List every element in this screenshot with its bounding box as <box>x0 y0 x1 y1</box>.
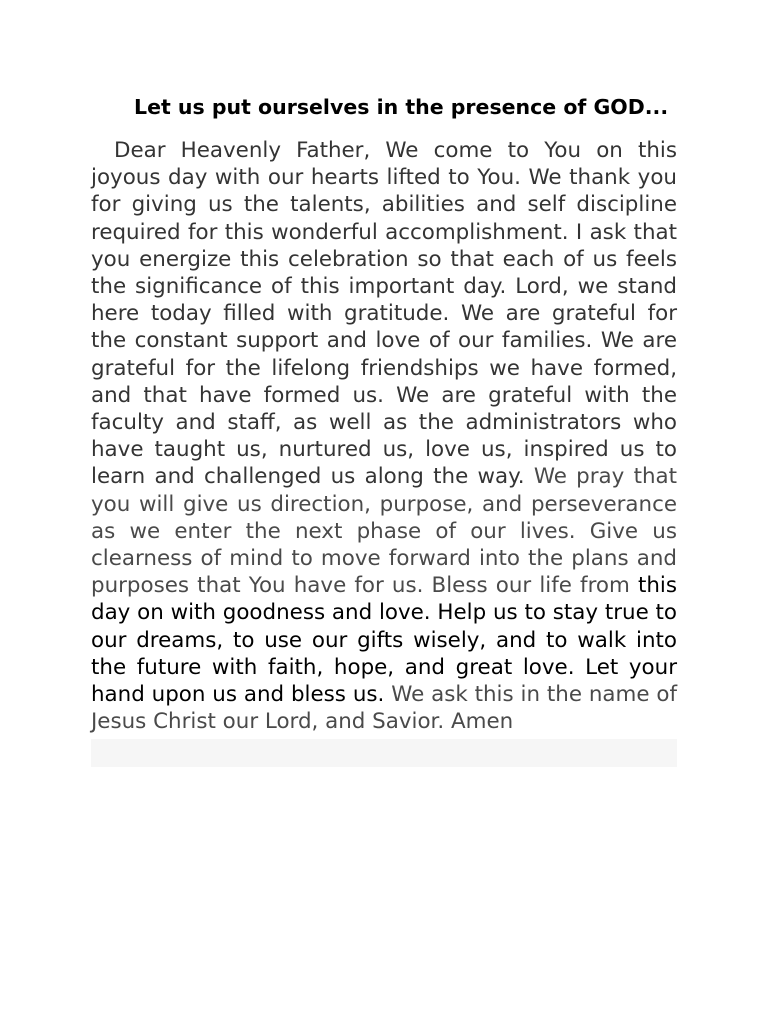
prayer-paragraph <box>91 137 677 735</box>
prayer-text-part-1: Dear Heavenly Father, We come to You on this joyous day with our hearts lifted to You. We thank you for giving us the talents, abilities and self discipline required for this wonderful accomplishment. I ask that you energize this celebration so that each of us feels the significance of this important day. Lord, we stand here today filled with gratitude. We are grateful for the constant support and love of our families. We are grateful for the lifelong friendships we have formed, and that have formed us. We are grateful with the faculty and staff, as well as the administrators who have taught us, nurtured us, love us, inspired us to learn and challenged us along the way. <box>91 138 677 490</box>
prayer-text-part-3: this day on with goodness and love. Help us to stay true to our dreams, to use our gifts wisely, and to walk into the future with faith, hope, and great love. Let your hand upon us and bless us. <box>91 573 678 708</box>
prayer-heading: Let us put ourselves in the presence of GOD... <box>134 95 669 119</box>
document-page <box>91 92 677 767</box>
prayer-text-part-4: We ask this in the name of Jesus Christ our Lord, and Savior. Amen <box>91 682 677 735</box>
shaded-band <box>91 739 677 767</box>
prayer-text-part-2: We pray that you will give us direction, purpose, and perseverance as we enter the next phase of our lives. Give us clearness of mind to move forward into the plans and purposes that You have for us. Bless our life from <box>91 464 678 599</box>
